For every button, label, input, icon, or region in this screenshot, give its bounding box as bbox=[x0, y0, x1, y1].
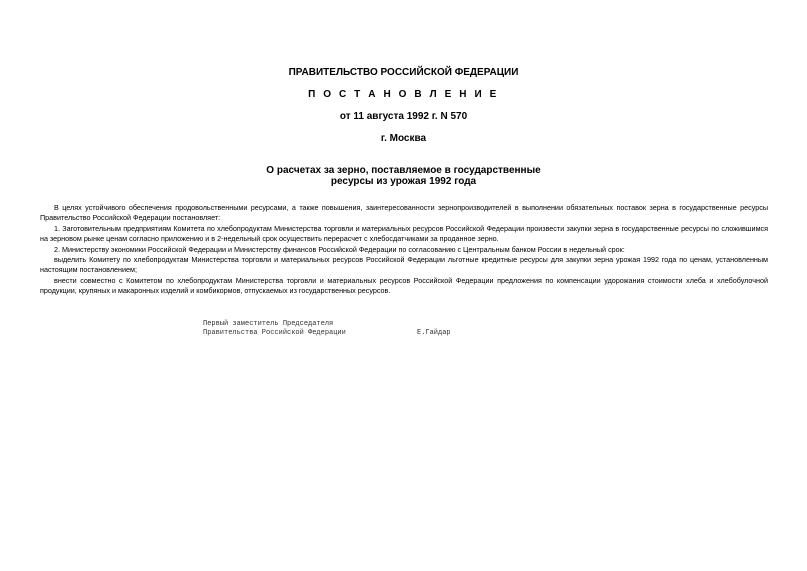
signature-name: Е.Гайдар bbox=[417, 329, 451, 337]
document-type: П О С Т А Н О В Л Е Н И Е bbox=[308, 89, 499, 100]
document-title-line-1: О расчетах за зерно, поставляемое в государственные bbox=[266, 165, 541, 176]
paragraph-item-2: 2. Министерству экономики Российской Федерации и Министерству финансов Российской Федерации по согласованию с Центральным банком России в недельный срок: bbox=[54, 244, 625, 254]
issuing-authority: ПРАВИТЕЛЬСТВО РОССИЙСКОЙ ФЕДЕРАЦИИ bbox=[288, 67, 519, 78]
paragraph-item-2-sub-1: выделить Комитету по хлебопродуктам Министерства торговли и материальных ресурсов Российской Федерации льготные кредитные ресурсы для закупки зерна урожая 1992 года по ценам, установленным настоящим постановлением; bbox=[40, 255, 768, 275]
document-city: г. Москва bbox=[380, 133, 427, 144]
signature-position-line-2: Правительства Российской Федерации bbox=[203, 329, 346, 337]
paragraph-item-1: 1. Заготовительным предприятиям Комитета по хлебопродуктам Министерства торговли и материальных ресурсов Российской Федерации произвести закупки зерна в государственные ресурсы по сложившимся на зерновом рынке ценам согласно приложению и в 2-недельный срок осуществить перерасчет с хлебосдатчиками за проданное зерно. bbox=[40, 223, 768, 244]
document-date-number: от 11 августа 1992 г. N 570 bbox=[339, 111, 468, 122]
document-body bbox=[40, 203, 768, 297]
paragraph-item-2-sub-2: внести совместно с Комитетом по хлебопродуктам Министерства торговли и материальных ресурсов Российской Федерации предложения по компенсации удорожания стоимости хлеба и хлебобулочной продукции, крупяных и макаронных изделий и комбикормов, отпускаемых из государственных ресурсов. bbox=[40, 275, 768, 296]
paragraph-preamble: В целях устойчивого обеспечения продовольственными ресурсами, а также повышения, заинтересованности зернопроизводителей в выполнении обязательных поставок зерна в государственные ресурсы Правительство Российской Федерации постановляет: bbox=[40, 203, 768, 223]
signature-position-line-1: Первый заместитель Председателя bbox=[203, 320, 334, 328]
document-title-line-2: ресурсы из урожая 1992 года bbox=[330, 176, 477, 187]
